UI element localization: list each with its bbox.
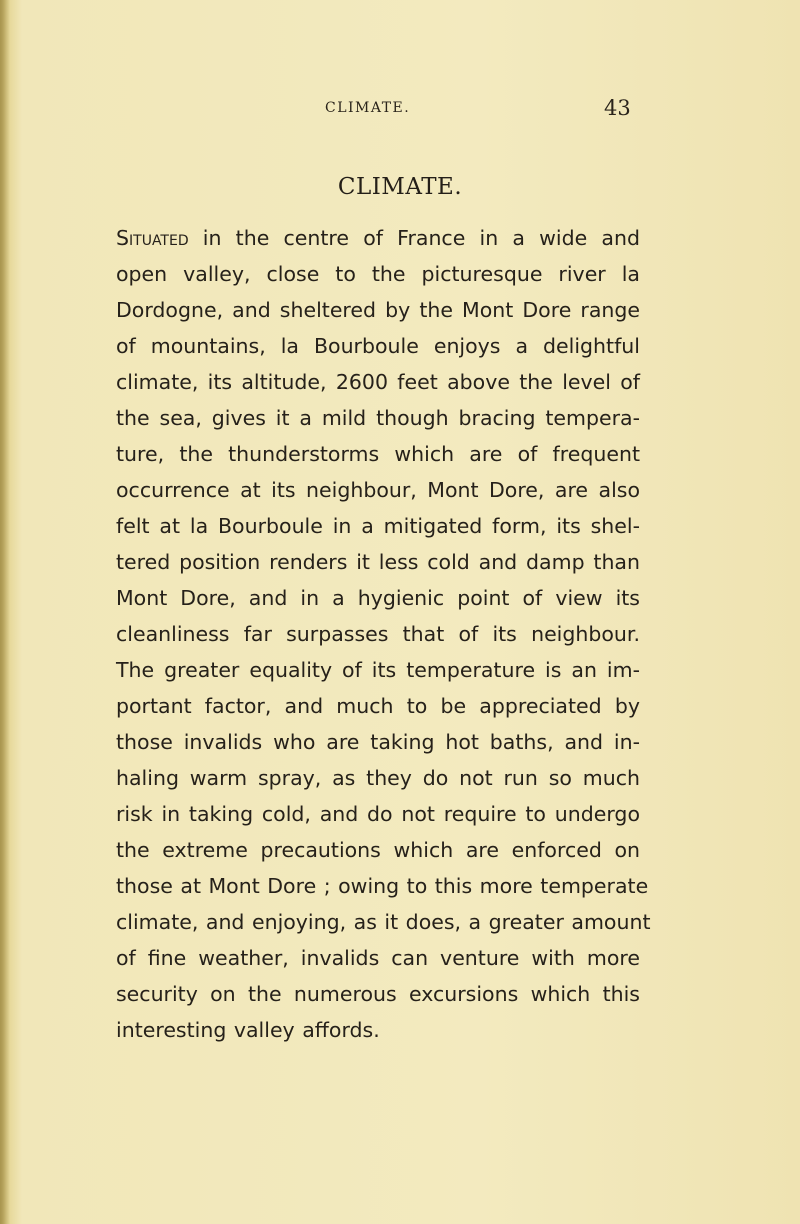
text-line: the extreme precautions which are enforced on: [116, 838, 640, 862]
text-line: of fine weather, invalids can venture with more: [116, 946, 640, 970]
text-line: haling warm spray, as they do not run so much: [116, 766, 640, 790]
text-line: climate, its altitude, 2600 feet above the level of: [116, 370, 640, 394]
text-line: Dordogne, and sheltered by the Mont Dore range: [116, 298, 640, 322]
text-line: security on the numerous excursions which this: [116, 982, 640, 1006]
text-line: of mountains, la Bourboule enjoys a delightful: [116, 334, 640, 358]
text-line: felt at la Bourboule in a mitigated form, its shel-: [116, 514, 640, 538]
text-line: risk in taking cold, and do not require to undergo: [116, 802, 640, 826]
text-line: occurrence at its neighbour, Mont Dore, are also: [116, 478, 640, 502]
text-line: those at Mont Dore ; owing to this more temperate: [116, 874, 649, 898]
text-line: cleanliness far surpasses that of its neighbour.: [116, 622, 640, 646]
running-head: [0, 96, 800, 126]
lead-word: Situated: [116, 226, 189, 250]
text-line: tered position renders it less cold and damp than: [116, 550, 640, 574]
page-number: 43: [604, 96, 631, 120]
text-line: interesting valley affords.: [116, 1018, 380, 1042]
running-head-title: CLIMATE.: [325, 100, 411, 116]
text-line: The greater equality of its temperature is an im-: [116, 658, 640, 682]
text-line: open valley, close to the picturesque river la: [116, 262, 640, 286]
text-line: climate, and enjoying, as it does, a greater amount: [116, 910, 651, 934]
text-line: ture, the thunderstorms which are of frequent: [116, 442, 640, 466]
text-line: Situated in the centre of France in a wide and: [116, 226, 640, 250]
text-line: those invalids who are taking hot baths, and in-: [116, 730, 640, 754]
text-line: the sea, gives it a mild though bracing tempera-: [116, 406, 640, 430]
chapter-title: CLIMATE.: [337, 174, 463, 200]
body-paragraph: [116, 220, 651, 1048]
text-line: Mont Dore, and in a hygienic point of view its: [116, 586, 640, 610]
text-line: portant factor, and much to be appreciated by: [116, 694, 640, 718]
